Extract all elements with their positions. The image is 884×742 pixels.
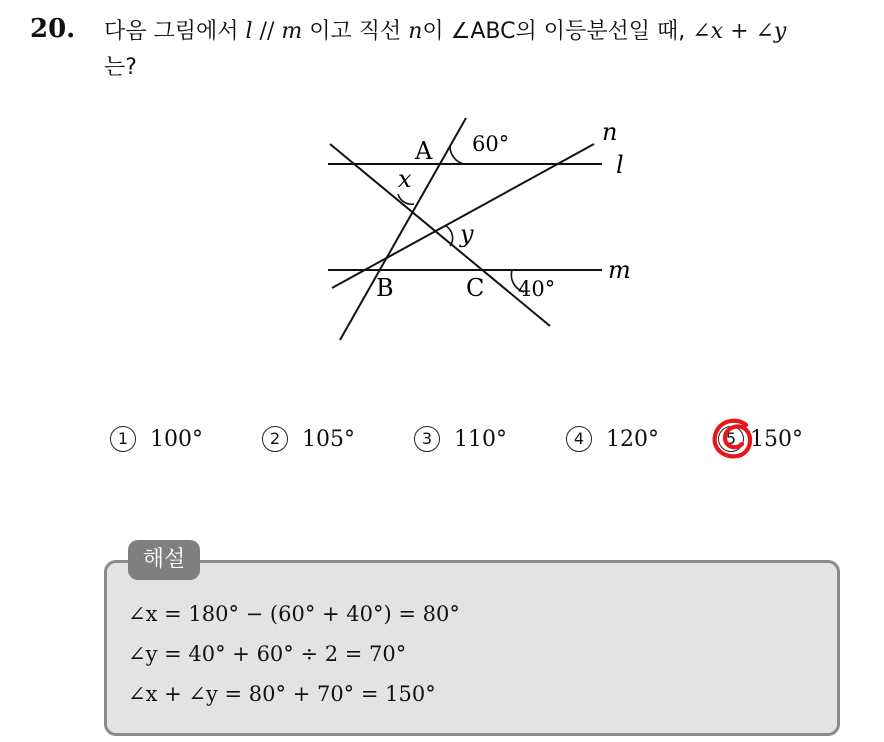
- question-parallel-sign: //: [252, 19, 282, 44]
- question-text: [104, 14, 864, 86]
- question-text-part4: 는?: [104, 55, 137, 80]
- question-text-part2: 이고 직선: [302, 19, 409, 44]
- choice-1-value: 100°: [150, 427, 203, 452]
- question-text-part3: 이 ∠ABC의 이등분선일 때,: [422, 19, 693, 44]
- label-y: y: [460, 220, 474, 248]
- question-number: 20.: [30, 14, 76, 44]
- solution-line-2: ∠y = 40° + 60° ÷ 2 = 70°: [128, 642, 407, 666]
- choice-3[interactable]: [414, 422, 507, 458]
- geometry-figure: [300, 104, 660, 354]
- choice-4-number: 4: [566, 426, 592, 452]
- solution-line-3: ∠x + ∠y = 80° + 70° = 150°: [128, 682, 436, 706]
- label-l: l: [616, 151, 624, 179]
- choice-4[interactable]: [566, 422, 659, 458]
- choice-2-value: 105°: [302, 427, 355, 452]
- label-B: B: [376, 274, 394, 302]
- geometry-diagram: [300, 104, 660, 354]
- choice-1[interactable]: [110, 422, 203, 458]
- choice-1-number: 1: [110, 426, 136, 452]
- label-x: x: [398, 165, 412, 193]
- choice-5-number: 5: [718, 426, 744, 452]
- line-n: [332, 144, 594, 288]
- question-var-n: n: [408, 19, 423, 44]
- line-ab: [340, 118, 466, 340]
- choice-5[interactable]: [718, 422, 803, 458]
- question-text-part1: 다음 그림에서: [104, 19, 246, 44]
- question-var-m: m: [281, 19, 303, 44]
- arc-60: [450, 146, 464, 164]
- choice-3-value: 110°: [454, 427, 507, 452]
- choice-3-number: 3: [414, 426, 440, 452]
- label-m: m: [608, 256, 631, 284]
- label-n: n: [602, 118, 618, 146]
- solution-lines: [128, 594, 828, 714]
- label-40: 40°: [518, 277, 556, 301]
- solution-line-1: ∠x = 180° − (60° + 40°) = 80°: [128, 602, 460, 626]
- choice-4-value: 120°: [606, 427, 659, 452]
- question-var-l: l: [245, 19, 253, 44]
- solution-tab: 해설: [128, 540, 200, 580]
- choice-5-value: 150°: [750, 427, 803, 452]
- answer-circle-mark: [710, 416, 756, 462]
- choice-2[interactable]: [262, 422, 355, 458]
- label-A: A: [415, 137, 433, 165]
- answer-choices: [110, 422, 830, 462]
- label-C: C: [466, 274, 485, 302]
- choice-2-number: 2: [262, 426, 288, 452]
- question-target: ∠x + ∠y: [692, 19, 787, 44]
- label-60: 60°: [472, 132, 510, 156]
